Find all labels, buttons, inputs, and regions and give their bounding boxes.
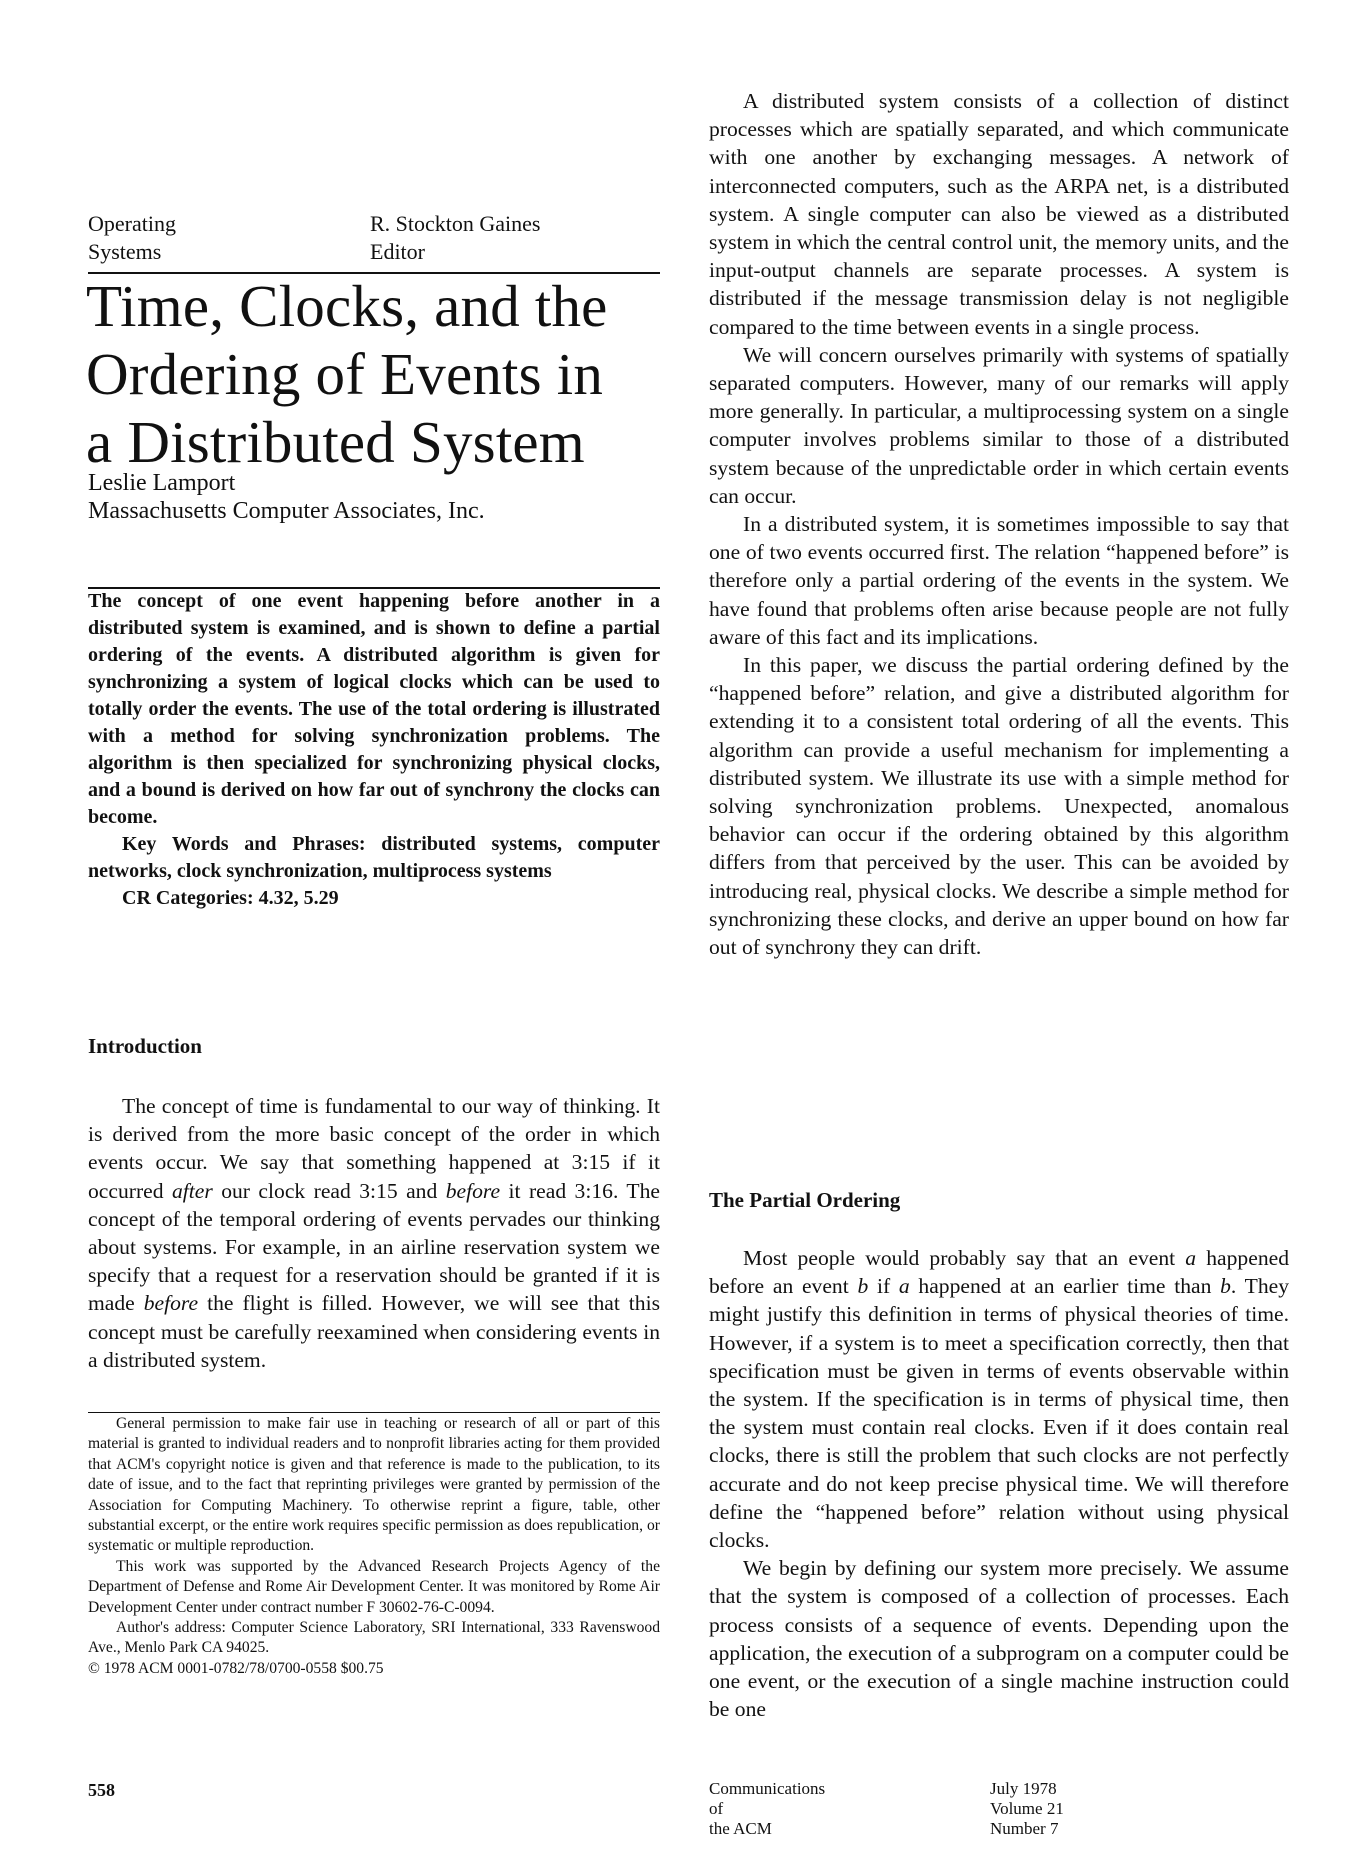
permission-notice: General permission to make fair use in teaching or research of all or part of this material is granted to individual readers and to nonprofit libraries acting for them provided that ACM's copyright notice is given and that reference is made to the publication, to its date of issue, and to the fact that reprinting privileges were granted by permission of the Association for Computing Machinery. To otherwise reprint a figure, table, other substantial excerpt, or the entire work requires specific permission as does republication, or systematic or multiple reproduction. [88,1415,660,1555]
author-affiliation: Massachusetts Computer Associates, Inc. [88,498,485,524]
issue-info [990,1779,1064,1839]
title-line: Ordering of Events in [86,341,604,407]
abstract [88,588,660,912]
paragraph: Most people would probably say that an event a happened before an event b if a happened at an earlier time than b. They might justify this definition in terms of physical theories of time. However, if a system is to meet a specification correctly, then that specification must be given in terms of events observable within the system. If the specification is in terms of physical time, then the system must contain real clocks. Even if it does contain real clocks, there is still the problem that such clocks are not perfectly accurate and do not keep precise physical time. We will therefore define the “happened before” relation without using physical clocks. [709,1246,1290,1553]
issue-date: July 1978 [990,1779,1057,1798]
introduction-body [88,1092,660,1374]
funding-note: This work was supported by the Advanced Research Projects Agency of the Department of Defense and Rome Air Development Center. It was monitored by Rome Air Development Center under contract number F 30602-76-C-0094. [88,1557,660,1616]
footnotes [88,1414,660,1679]
paragraph: We will concern ourselves primarily with systems of spatially separated computers. However, many of our remarks will apply more generally. In particular, a multiprocessing system on a single computer involves problems similar to those of a distributed system because of the unpredictable order in which certain events can occur. [709,342,1289,508]
editor-role: Editor [370,239,425,264]
partial-ordering-heading: The Partial Ordering [709,1188,901,1212]
title-line: a Distributed System [86,409,585,475]
journal-name: Communications of the ACM [709,1779,826,1838]
paper-title [86,272,686,476]
page-number: 558 [88,1780,115,1800]
section-label [88,210,348,266]
editor-label [370,210,650,266]
editor-name: R. Stockton Gaines [370,211,541,236]
introduction-heading: Introduction [88,1034,202,1058]
right-column-intro [709,87,1289,961]
abstract-text: The concept of one event happening before another in a distributed system is examined, and is shown to define a partial ordering of the events. A distributed algorithm is given for synchronizing a system of logical clocks which can be used to totally order the events. The use of the total ordering is illustrated with a method for solving synchronization problems. The algorithm is then specialized for synchronizing physical clocks, and a bound is derived on how far out of synchrony the clocks can become. [88,590,660,828]
issue-number: Number 7 [990,1819,1059,1838]
paragraph: A distributed system consists of a collection of distinct processes which are spatially separated, and which communicate with one another by exchanging messages. A network of interconnected computers, such as the ARPA net, is a distributed system. A single computer can also be viewed as a distributed system in which the central control unit, the memory units, and the input-output channels are separate processes. A system is distributed if the message transmission delay is not negligible compared to the time between events in a single process. [709,89,1289,339]
cr-categories: CR Categories: 4.32, 5.29 [122,887,339,909]
author-name: Leslie Lamport [88,470,236,496]
copyright-line: © 1978 ACM 0001-0782/78/0700-0558 $00.75 [88,1659,384,1677]
section-line: Systems [88,239,162,264]
introduction-paragraph: The concept of time is fundamental to our way of thinking. It is derived from the more basic concept of the order in which events occur. We say that something happened at 3:15 if it occurred after our clock read 3:15 and before it read 3:16. The concept of the temporal ordering of events pervades our thinking about systems. For example, in an airline reservation system we specify that a request for a reservation should be granted if it is made before the flight is filled. However, we will see that this concept must be carefully reexamined when considering events in a distributed system. [88,1094,660,1372]
partial-ordering-body [709,1244,1289,1723]
author-block [88,469,688,525]
paragraph: In this paper, we discuss the partial ordering defined by the “happened before” relation, and give a distributed algorithm for extending it to a consistent total ordering of all the events. This algorithm can provide a useful mechanism for implementing a distributed system. We illustrate its use with a simple method for solving synchronization problems. Unexpected, anomalous behavior can occur if the ordering obtained by this algorithm differs from that perceived by the user. This can be avoided by introducing real, physical clocks. We describe a simple method for synchronizing these clocks, and derive an upper bound on how far out of synchrony they can drift. [709,653,1289,960]
title-line: Time, Clocks, and the [86,273,608,339]
keywords: Key Words and Phrases: distributed systems, computer networks, clock synchronization, multiprocess systems [88,833,660,882]
footnote-divider [88,1412,660,1413]
paragraph: In a distributed system, it is sometimes impossible to say that one of two events occurred first. The relation “happened before” is therefore only a partial ordering of the events in the system. We have found that problems often arise because people are not fully aware of this fact and its implications. [709,512,1289,649]
issue-volume: Volume 21 [990,1799,1064,1818]
paragraph: We begin by defining our system more precisely. We assume that the system is composed of a collection of processes. Each process consists of a sequence of events. Depending upon the application, the execution of a subprogram on a computer could be one event, or the execution of a single machine instruction could be one [709,1556,1289,1722]
section-line: Operating [88,211,176,236]
author-address: Author's address: Computer Science Laboratory, SRI International, 333 Ravenswood Ave., Menlo Park CA 94025. [88,1619,660,1657]
